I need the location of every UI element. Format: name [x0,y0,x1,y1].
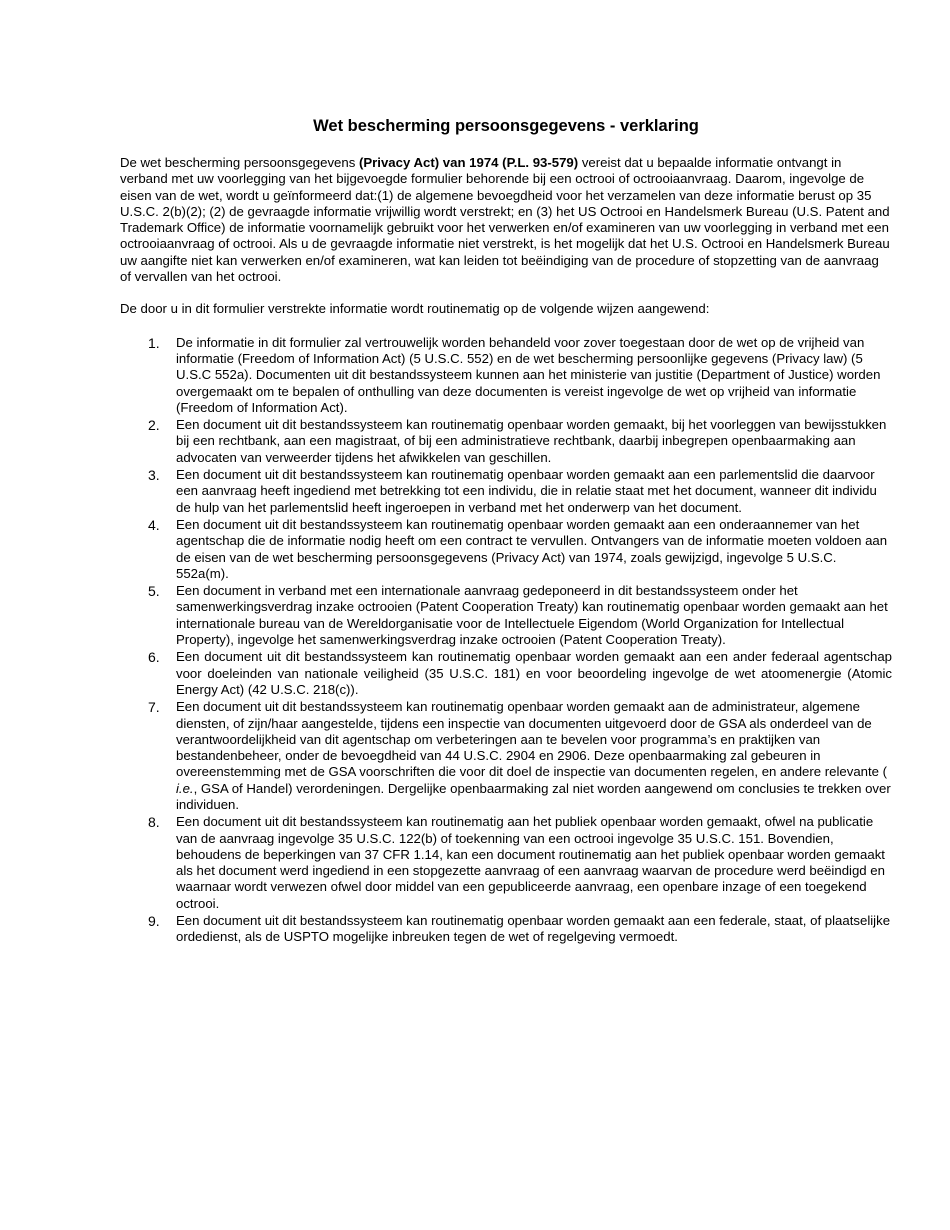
list-item-5 [120,583,892,648]
list-item-7 [120,699,892,813]
lead-paragraph: De door u in dit formulier verstrekte informatie wordt routinematig op de volgende wijzen aangewend: [120,301,710,317]
list-item-text-end: , GSA of Handel) verordeningen. Dergelijke openbaarmaking zal niet worden aangewend om conclusies te trekken over individuen. [176,780,891,812]
list-number: 5. [148,583,160,600]
list-item-text: Een document uit dit bestandssysteem kan routinematig openbaar worden gemaakt, bij het voorleggen van bewijsstukken bij een rechtbank, aan een magistraat, of bij een administratieve rechtbank, daarbij inbegrepen openbaarmaking aan advocaten van verweerder tijdens het afwikkelen van geschillen. [176,417,887,465]
list-number: 6. [148,649,160,666]
list-item-3 [120,467,892,516]
list-item-text: Een document uit dit bestandssysteem kan routinematig openbaar worden gemaakt aan een ander federaal agentschap voor doeleinden van nationale veiligheid (35 U.S.C. 181) en voor beoordeling ingevolge de wet atoomenergie (Atomic Energy Act) (42 U.S.C. 218(c)). [176,649,892,697]
list-item-4 [120,517,892,582]
list-number: 7. [148,699,160,716]
list-item-text: Een document uit dit bestandssysteem kan routinematig openbaar worden gemaakt aan een parlementslid die daarvoor een aanvraag heeft ingediend met betrekking tot een individu, die in relatie staat met het document, wanneer dit individu de hulp van het parlementslid heeft ingeroepen in verband met het onderwerp van het document. [176,467,877,515]
list-item-text: De informatie in dit formulier zal vertrouwelijk worden behandeld voor zover toegestaan door de wet op de vrijheid van informatie (Freedom of Information Act) (5 U.S.C. 552) en de wet bescherming persoonlijke gegevens (Privacy law) (5 U.S.C 552a). Documenten uit dit bestandssysteem kunnen aan het ministerie van justitie (Department of Justice) worden overgemaakt om te bepalen of onthulling van deze documenten is vereist ingevolge de wet op vrijheid van informatie (Freedom of Information Act). [176,334,881,415]
list-number: 3. [148,467,160,484]
page-title: Wet bescherming persoonsgegevens - verklaring [313,117,699,135]
list-item-text: Een document in verband met een internationale aanvraag gedeponeerd in dit bestandssysteem onder het samenwerkingsverdrag inzake octrooien (Patent Cooperation Treaty) kan routinematig openbaar worden gemaakt aan het internationale bureau van de Wereldorganisatie voor de Intellectuele Eigendom (World Organization for Intellectual Property), ingevolge het samenwerkingsverdrag inzake octrooien (Patent Cooperation Treaty). [176,583,888,648]
list-item-text: Een document uit dit bestandssysteem kan routinematig aan het publiek openbaar worden gemaakt, ofwel na publicatie van de aanvraag ingevolge 35 U.S.C. 122(b) of toekenning van een octrooi ingevolge 35 U.S.C. 151. Bovendien, behoudens de beperkingen van 37 CFR 1.14, kan een document routinematig aan het publiek openbaar worden gemaakt als het document werd ingediend in een stopgezette aanvraag of een aanvraag waarvan de procedure werd beëindigd en waarnaar wordt verwezen ofwel door middel van een gepubliceerde aanvraag, een openbare inzage of een toegekend octrooi. [176,814,885,911]
list-number: 4. [148,516,160,533]
list-item-1 [120,335,892,416]
list-item-italic-abbrev: i.e. [176,780,194,796]
intro-paragraph [120,155,892,285]
list-number: 9. [148,913,160,930]
intro-bold-reference: (Privacy Act) van 1974 (P.L. 93-579) [358,155,579,170]
list-item-text-start: Een document uit dit bestandssysteem kan routinematig openbaar worden gemaakt aan de administrateur, algemene diensten, of zijn/haar aangestelde, tijdens een inspectie van documenten uitgevoerd door de GSA als onderdeel van de verantwoordelijkheid van dit agentschap om verbeteringen aan te bevelen voor programma’s en praktijken van bestandenbeheer, onder de bevoegdheid van 44 U.S.C. 2904 en 2906. Deze openbaarmaking zal gebeuren in overeenstemming met de GSA voorschriften die voor dit doel de inspectie van documenten regelen, en andere relevante ( [176,699,888,780]
list-number: 2. [148,417,160,434]
list-item-text: Een document uit dit bestandssysteem kan routinematig openbaar worden gemaakt aan een onderaannemer van het agentschap die de informatie nodig heeft om een contract te vervullen. Ontvangers van de informatie moeten voldoen aan de eisen van de wet bescherming persoonsgegevens (Privacy Act) van 1974, zoals gewijzigd, ingevolge 5 U.S.C. 552a(m). [176,516,888,581]
list-item-8 [120,814,892,912]
routine-uses-list [120,335,892,946]
list-item-2 [120,417,892,466]
list-number: 1. [148,334,160,351]
list-item-text: Een document uit dit bestandssysteem kan routinematig openbaar worden gemaakt aan een federale, staat, of plaatselijke ordedienst, als de USPTO mogelijke inbreuken tegen de wet of regelgeving vermoedt. [176,913,891,945]
list-number: 8. [148,814,160,831]
list-item-6 [120,649,892,698]
intro-text-end: vereist dat u bepaalde informatie ontvangt in verband met uw voorlegging van het bijgevoegde formulier behorende bij een octrooi of octrooiaanvraag. Daarom, ingevolge de eisen van de wet, wordt u geïnformeerd dat:(1) de algemene bevoegdheid voor het verzamelen van deze informatie berust op 35 U.S.C. 2(b)(2); (2) de gevraagde informatie vrijwillig wordt verstrekt; en (3) het US Octrooi en Handelsmerk Bureau (U.S. Patent and Trademark Office) de informatie voornamelijk gebruikt voor het verwerken en/of examineren van uw voorlegging in verband met een octrooiaanvraag of octrooi. Als u de gevraagde informatie niet verstrekt, is het mogelijk dat het U.S. Octrooi en Handelsmerk Bureau uw aangifte niet kan verwerken en/of examineren, wat kan leiden tot beëindiging van de procedure of stopzetting van de aanvraag of vervallen van het octrooi. [120,155,890,285]
intro-text-start: De wet bescherming persoonsgegevens [120,155,359,170]
list-item-9 [120,913,892,946]
document-page [120,116,892,947]
